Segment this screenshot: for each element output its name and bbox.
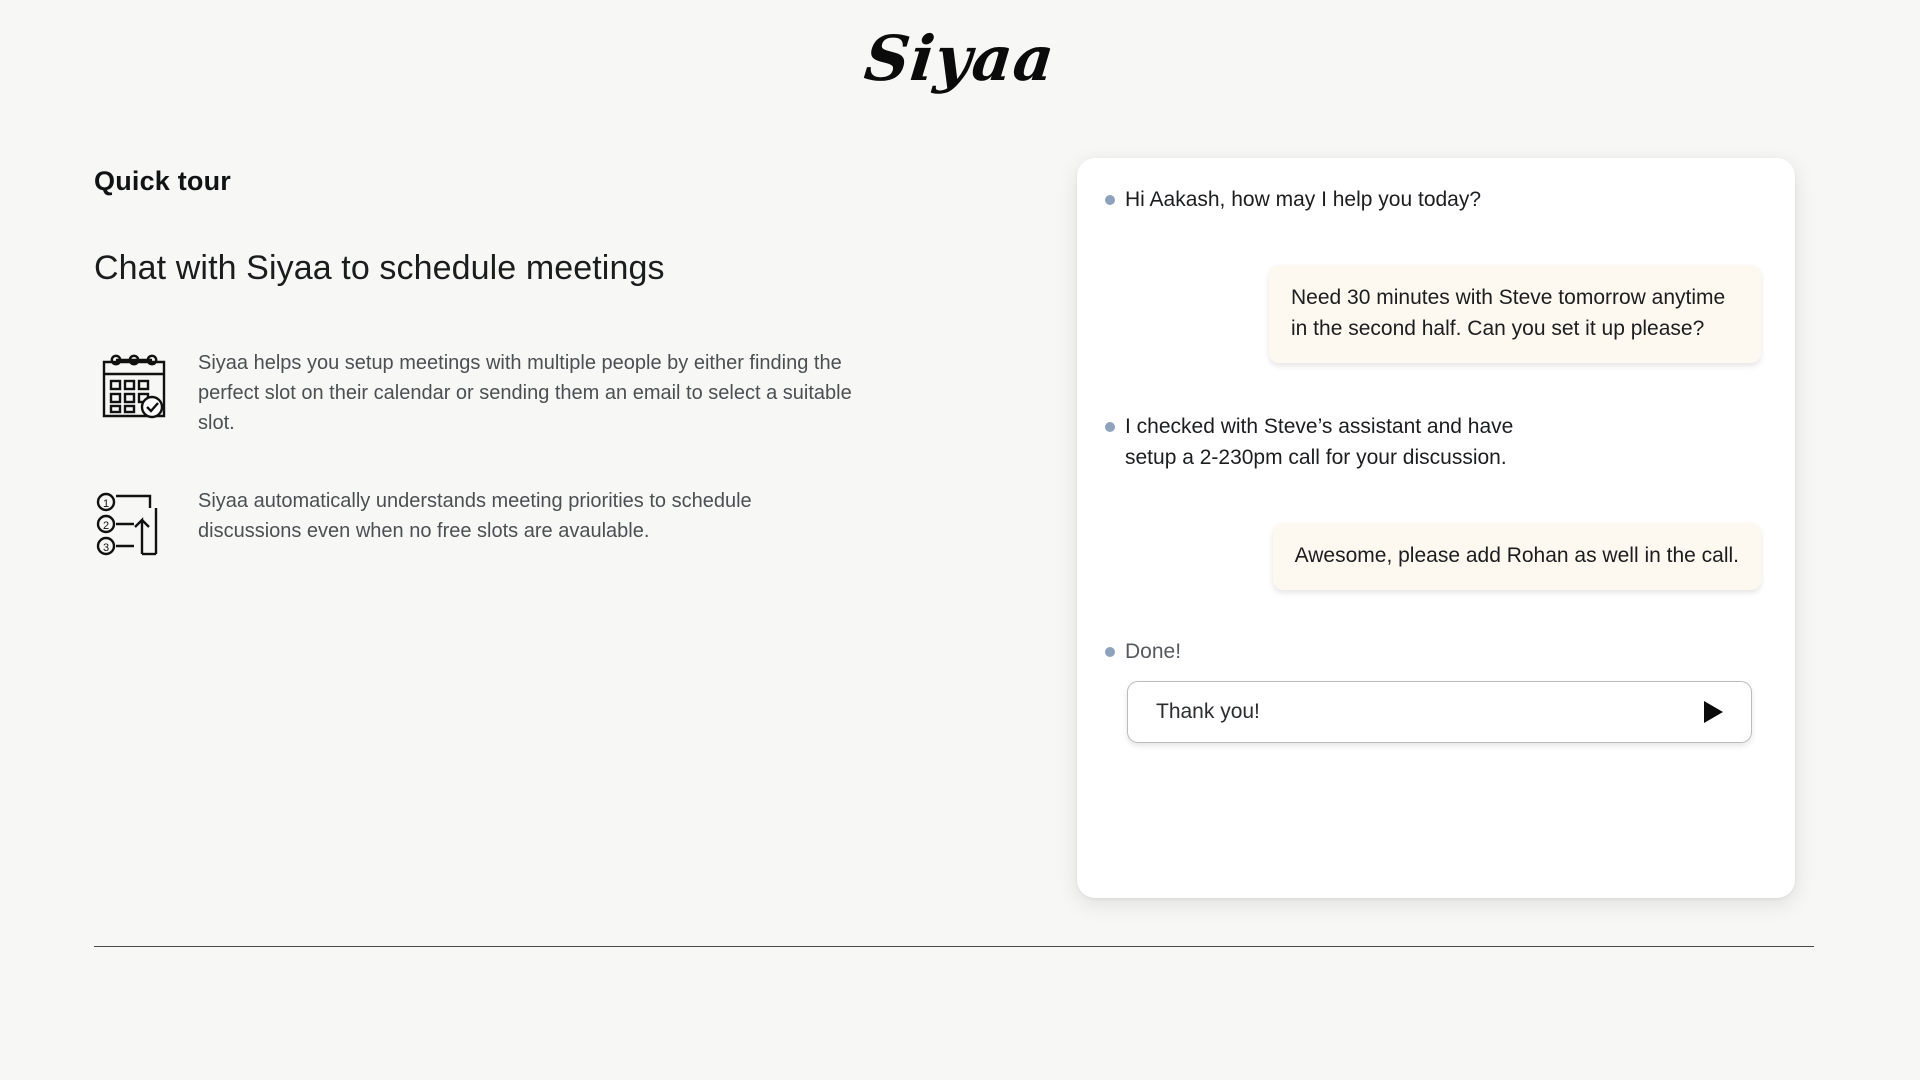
message-input[interactable] — [1154, 699, 1695, 725]
chat-demo-card — [1077, 158, 1795, 898]
send-play-icon[interactable] — [1695, 695, 1729, 729]
svg-text:1: 1 — [102, 498, 110, 510]
chat-bubble-text: Need 30 minutes with Steve tomorrow anytime in the second half. Can you set it up please? — [1269, 265, 1761, 363]
quick-tour-panel — [94, 166, 884, 612]
quick-tour-kicker: Quick tour — [94, 166, 232, 196]
feature-text: Siyaa helps you setup meetings with multiple people by either finding the perfect slot on their calendar or sending them an email to select a suitable slot. — [198, 352, 852, 434]
chat-bubble-text: I checked with Steve’s assistant and have setup a 2-230pm call for your discussion. — [1105, 411, 1525, 473]
chat-message-user — [1105, 265, 1761, 363]
brand-logo-text: Siyaa — [861, 22, 1059, 95]
feature-item — [94, 486, 884, 564]
chat-bubble-text: Hi Aakash, how may I help you today? — [1105, 184, 1481, 215]
svg-text:2: 2 — [102, 520, 110, 532]
chat-bubble-text: Done! — [1105, 636, 1181, 667]
feature-text: Siyaa automatically understands meeting priorities to schedule discussions even when no free slots are avaulable. — [198, 490, 752, 542]
chat-message-user — [1105, 523, 1761, 590]
section-divider — [94, 946, 1814, 947]
chat-message-bot — [1105, 636, 1761, 667]
chat-message-bot — [1105, 411, 1761, 473]
message-composer[interactable] — [1127, 681, 1752, 743]
feature-item — [94, 348, 884, 438]
svg-text:3: 3 — [102, 542, 110, 554]
priority-list-arrow-icon — [94, 488, 174, 564]
brand-header — [0, 22, 1920, 95]
calendar-check-icon — [94, 350, 174, 426]
chat-bubble-text: Awesome, please add Rohan as well in the call. — [1273, 523, 1761, 590]
page-title: Chat with Siyaa to schedule meetings — [94, 249, 665, 287]
chat-message-bot — [1105, 184, 1761, 215]
